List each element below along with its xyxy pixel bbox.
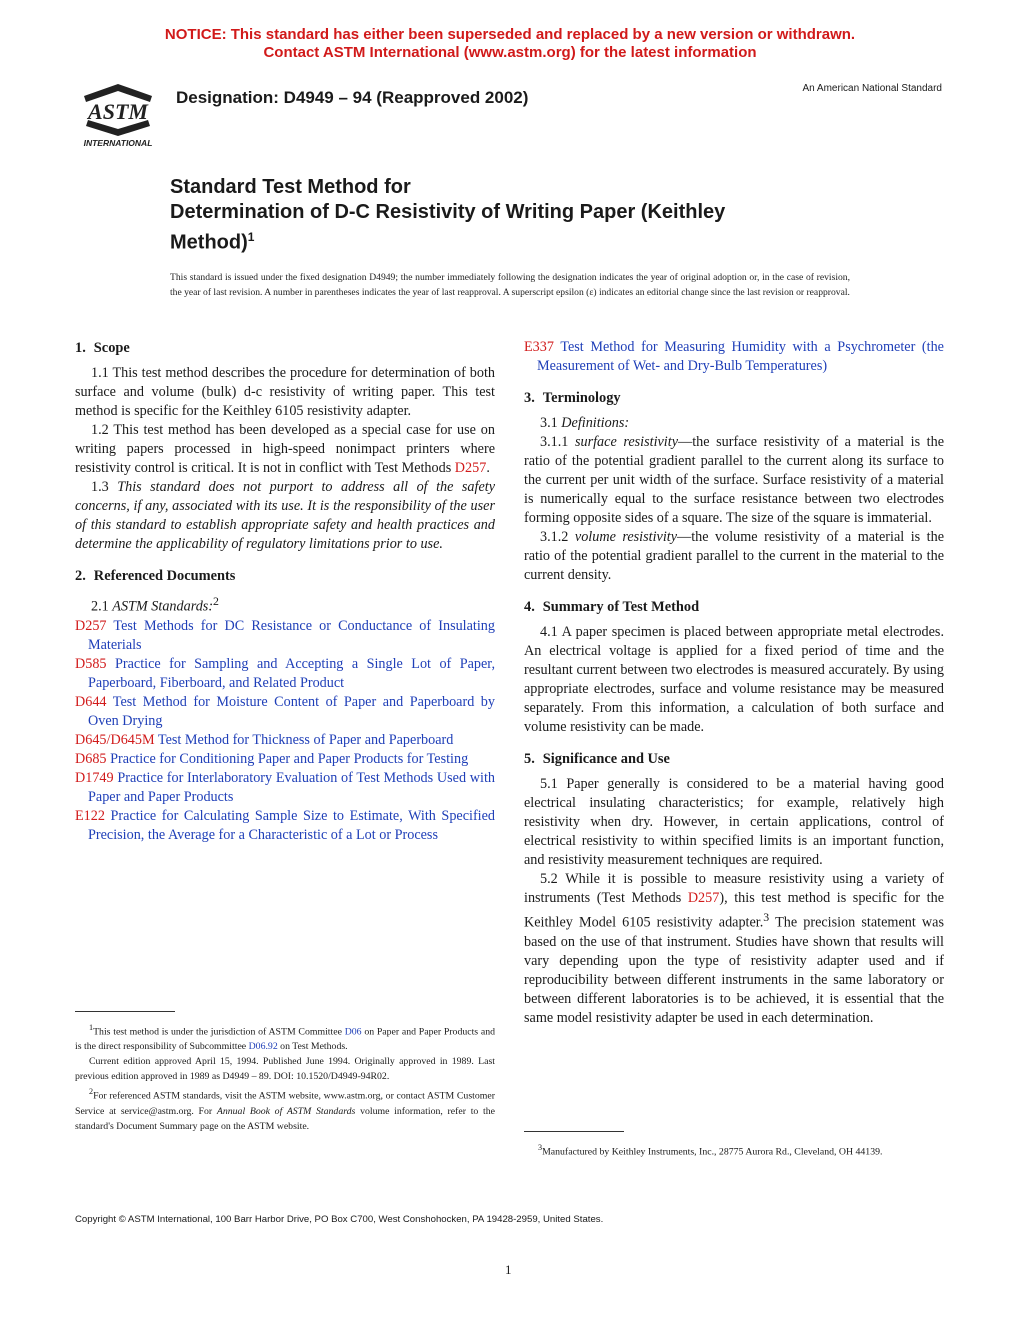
astm-standards-label: ASTM Standards:	[112, 598, 214, 615]
paragraph-text: 1.2 This test method has been developed as a special case for use on writing papers processed in high-speed nonimpact printers where resistivity control is critical. It is not in conflict with Test Methods	[75, 422, 495, 476]
section-heading-scope	[75, 338, 495, 358]
title-line-3	[170, 225, 870, 256]
footnote-italic: Annual Book of ASTM Standards	[216, 1105, 356, 1117]
title-footnote-mark: 1	[247, 230, 255, 244]
reference-code[interactable]: D1749	[75, 769, 114, 786]
link-d257[interactable]: D257	[687, 890, 720, 906]
footnote-text: For referenced ASTM standards, visit the ASTM website, www.astm.org, or contact ASTM Customer Service at service@astm.org. For	[75, 1090, 495, 1117]
reference-title[interactable]: Test Method for Moisture Content of Paper and Paperboard by Oven Drying	[88, 693, 495, 729]
footnote-text: This test method is under the jurisdiction of ASTM Committee	[93, 1026, 345, 1038]
section-heading-summary	[524, 597, 944, 617]
designation: Designation: D4949 – 94 (Reapproved 2002)	[176, 88, 529, 107]
right-column	[524, 338, 944, 1028]
paragraph-text: .	[486, 460, 490, 476]
reference-title[interactable]: Practice for Sampling and Accepting a Single Lot of Paper, Paperboard, Fiberboard, and Related Product	[88, 655, 495, 691]
footnote-text: volume information, refer to the standard's Document Summary page on the ASTM website.	[75, 1105, 495, 1132]
footnotes-left	[75, 1020, 495, 1134]
reference-title[interactable]: Test Method for Measuring Humidity with a Psychrometer (the Measurement of Wet- and Dry-Bulb Temperatures)	[537, 339, 944, 374]
section-title: Summary of Test Method	[542, 599, 700, 615]
footnote-divider-right	[524, 1131, 624, 1132]
footnote-3	[524, 1140, 944, 1159]
paragraph-2-1	[75, 592, 495, 617]
paragraph-4-1: 4.1 A paper specimen is placed between appropriate metal electrodes. An electrical voltage is applied for a fixed period of time and the resultant current between two electrodes is measured accurately. By using appropriate electrodes, surface and volume resistance may be measured separately. From this information, a calculation of both surface and volume resistivity can be made.	[524, 624, 944, 735]
definitions-label: Definitions:	[561, 415, 630, 431]
reference-title[interactable]: Practice for Calculating Sample Size to Estimate, With Specified Precision, the Average for a Characteristic of a Lot or Process	[88, 807, 496, 843]
defined-term: volume resistivity	[574, 529, 678, 545]
section-number: 1.	[75, 340, 86, 356]
reference-list	[75, 617, 495, 845]
title-line-1: Standard Test Method for	[170, 176, 411, 198]
paragraph-1-3	[75, 478, 495, 554]
title-line-2: Determination of D-C Resistivity of Writing Paper (Keithley	[170, 201, 726, 223]
reference-item[interactable]	[75, 807, 495, 845]
paragraph-3-1	[524, 414, 944, 433]
defined-term: surface resistivity	[574, 434, 678, 450]
left-column	[75, 338, 495, 845]
footnote-1-edition: Current edition approved April 15, 1994. Published June 1994. Originally approved in 1989. Last previous edition approved in 1989 as D4949 – 89. DOI: 10.1520/D4949-94R02.	[75, 1056, 495, 1083]
paragraph-number: 3.1.2	[540, 529, 575, 545]
section-number: 5.	[524, 751, 535, 767]
reference-code[interactable]: D645/D645M	[75, 731, 155, 748]
paragraph-text: ), this test method is specific for the Keithley Model 6105 resistivity adapter.	[524, 890, 944, 931]
reference-code[interactable]: E122	[75, 807, 105, 824]
section-heading-significance	[524, 749, 944, 769]
reference-item[interactable]	[75, 693, 495, 731]
reference-code[interactable]: E337	[524, 339, 554, 355]
section-number: 4.	[524, 599, 535, 615]
footnote-mark: 1	[89, 1023, 94, 1032]
paragraph-number: 3.1.1	[540, 434, 575, 450]
paragraph-3-1-1	[524, 433, 944, 528]
section-heading-terminology	[524, 388, 944, 408]
paragraph-5-1: 5.1 Paper generally is considered to be a material having good electrical insulating characteristics; for example, relatively high resistivity when dry. However, in certain applications, control of electrical resistivity to within specified limits is an important function, and resistivity measurement techniques are required.	[524, 776, 944, 868]
paragraph-number: 2.1	[91, 598, 113, 615]
footnote-text: on Test Methods.	[277, 1041, 348, 1053]
reference-code[interactable]: D644	[75, 693, 107, 710]
reference-title[interactable]: Test Methods for DC Resistance or Conductance of Insulating Materials	[88, 617, 495, 653]
reference-title[interactable]: Practice for Conditioning Paper and Paper Products for Testing	[110, 750, 469, 767]
logo-subtext: INTERNATIONAL	[83, 138, 153, 148]
reference-code[interactable]: D685	[75, 750, 107, 767]
notice-line-2: Contact ASTM International (www.astm.org) for the latest information	[263, 44, 757, 61]
footnote-text: Manufactured by Keithley Instruments, Inc., 28775 Aurora Rd., Cleveland, OH 44139.	[542, 1146, 883, 1158]
logo-text: ASTM	[88, 99, 148, 124]
safety-caveat: This standard does not purport to address all of the safety concerns, if any, associated with its use. It is the responsibility of the user of this standard to establish appropriate safety and health practices and determine the applicability of regulatory limitations prior to use.	[75, 479, 495, 552]
section-heading-referenced-documents	[75, 566, 495, 586]
reference-item[interactable]	[75, 655, 495, 693]
definition-text: —the surface resistivity of a material is the ratio of the potential gradient parallel to the current along its surface to the current per unit width of the surface. Surface resistivity of a material is numerically equal to the surface resistance between two electrodes forming opposite sides of a square. The size of the square is immaterial.	[524, 434, 945, 526]
section-title: Significance and Use	[542, 751, 670, 767]
paragraph-text: The precision statement was based on the use of that instrument. Studies have shown that results will vary depending upon the type of resistivity adapter used and if reproducibility between different instruments in the same laboratory or between different laboratories is to be achieved, it is essential that the same model resistivity adapter be used in each determination.	[524, 914, 944, 1026]
reference-item[interactable]	[524, 338, 944, 376]
paragraph-3-1-2	[524, 528, 944, 585]
link-d257[interactable]: D257	[454, 460, 487, 476]
section-title: Referenced Documents	[93, 568, 236, 584]
notice-line-1: NOTICE: This standard has either been superseded and replaced by a new version or withdrawn.	[164, 26, 856, 43]
footnote-divider-left	[75, 1011, 175, 1012]
paragraph-number: 1.3	[91, 479, 118, 495]
copyright-line: Copyright © ASTM International, 100 Barr Harbor Drive, PO Box C700, West Conshohocken, PA 19428-2959, United States.	[75, 1214, 604, 1225]
footnote-mark: 3	[538, 1143, 543, 1152]
reference-code[interactable]: D585	[75, 655, 107, 672]
reference-code[interactable]: D257	[75, 617, 107, 634]
definition-text: —the volume resistivity of a material is the ratio of the potential gradient parallel to the current in the material to the current density.	[524, 529, 944, 583]
footnote-text: on Paper and Paper Products and is the direct responsibility of Subcommittee	[75, 1026, 496, 1053]
section-title: Scope	[93, 340, 130, 356]
reference-item[interactable]	[75, 731, 495, 750]
paragraph-1-1: 1.1 This test method describes the procedure for determination of both surface and volume (bulk) d-c resistivity of writing paper. This test method is specific for the Keithley 6105 resistivity adapter.	[75, 365, 495, 419]
paragraph-text: 5.2 While it is possible to measure resistivity using a variety of instruments (Test Methods	[524, 871, 944, 906]
issuance-statement: This standard is issued under the fixed designation D4949; the number immediately following the designation indicates the year of original adoption or, in the case of revision, the year of last revision. A number in parentheses indicates the year of last reapproval. A superscript epsilon (ε) indicates an editorial change since the last revision or reapproval.	[170, 272, 850, 298]
footnote-ref-3: 3	[763, 910, 770, 924]
reference-title[interactable]: Test Method for Thickness of Paper and Paperboard	[157, 731, 454, 748]
page-number: 1	[505, 1262, 512, 1277]
footnote-ref-2: 2	[213, 594, 219, 608]
national-standard-label: An American National Standard	[802, 83, 942, 94]
reference-item[interactable]	[75, 750, 495, 769]
section-title: Terminology	[542, 390, 621, 406]
reference-title[interactable]: Practice for Interlaboratory Evaluation of Test Methods Used with Paper and Paper Products	[88, 769, 496, 805]
reference-item[interactable]	[75, 769, 495, 807]
footnote-1	[75, 1020, 495, 1054]
link-d06[interactable]: D06	[344, 1026, 362, 1038]
footnote-mark: 2	[89, 1087, 94, 1097]
supersession-notice	[0, 26, 1020, 62]
link-d06-92[interactable]: D06.92	[248, 1041, 278, 1053]
paragraph-5-2	[524, 870, 944, 1028]
footnotes-right	[524, 1140, 944, 1159]
section-number: 3.	[524, 390, 535, 406]
reference-item[interactable]	[75, 617, 495, 655]
document-title	[170, 175, 870, 256]
paragraph-1-2	[75, 421, 495, 478]
title-line-3-text: Method)	[170, 231, 248, 254]
footnote-2	[75, 1084, 495, 1133]
section-number: 2.	[75, 568, 86, 584]
paragraph-number: 3.1	[540, 415, 562, 431]
astm-logo	[76, 78, 160, 150]
